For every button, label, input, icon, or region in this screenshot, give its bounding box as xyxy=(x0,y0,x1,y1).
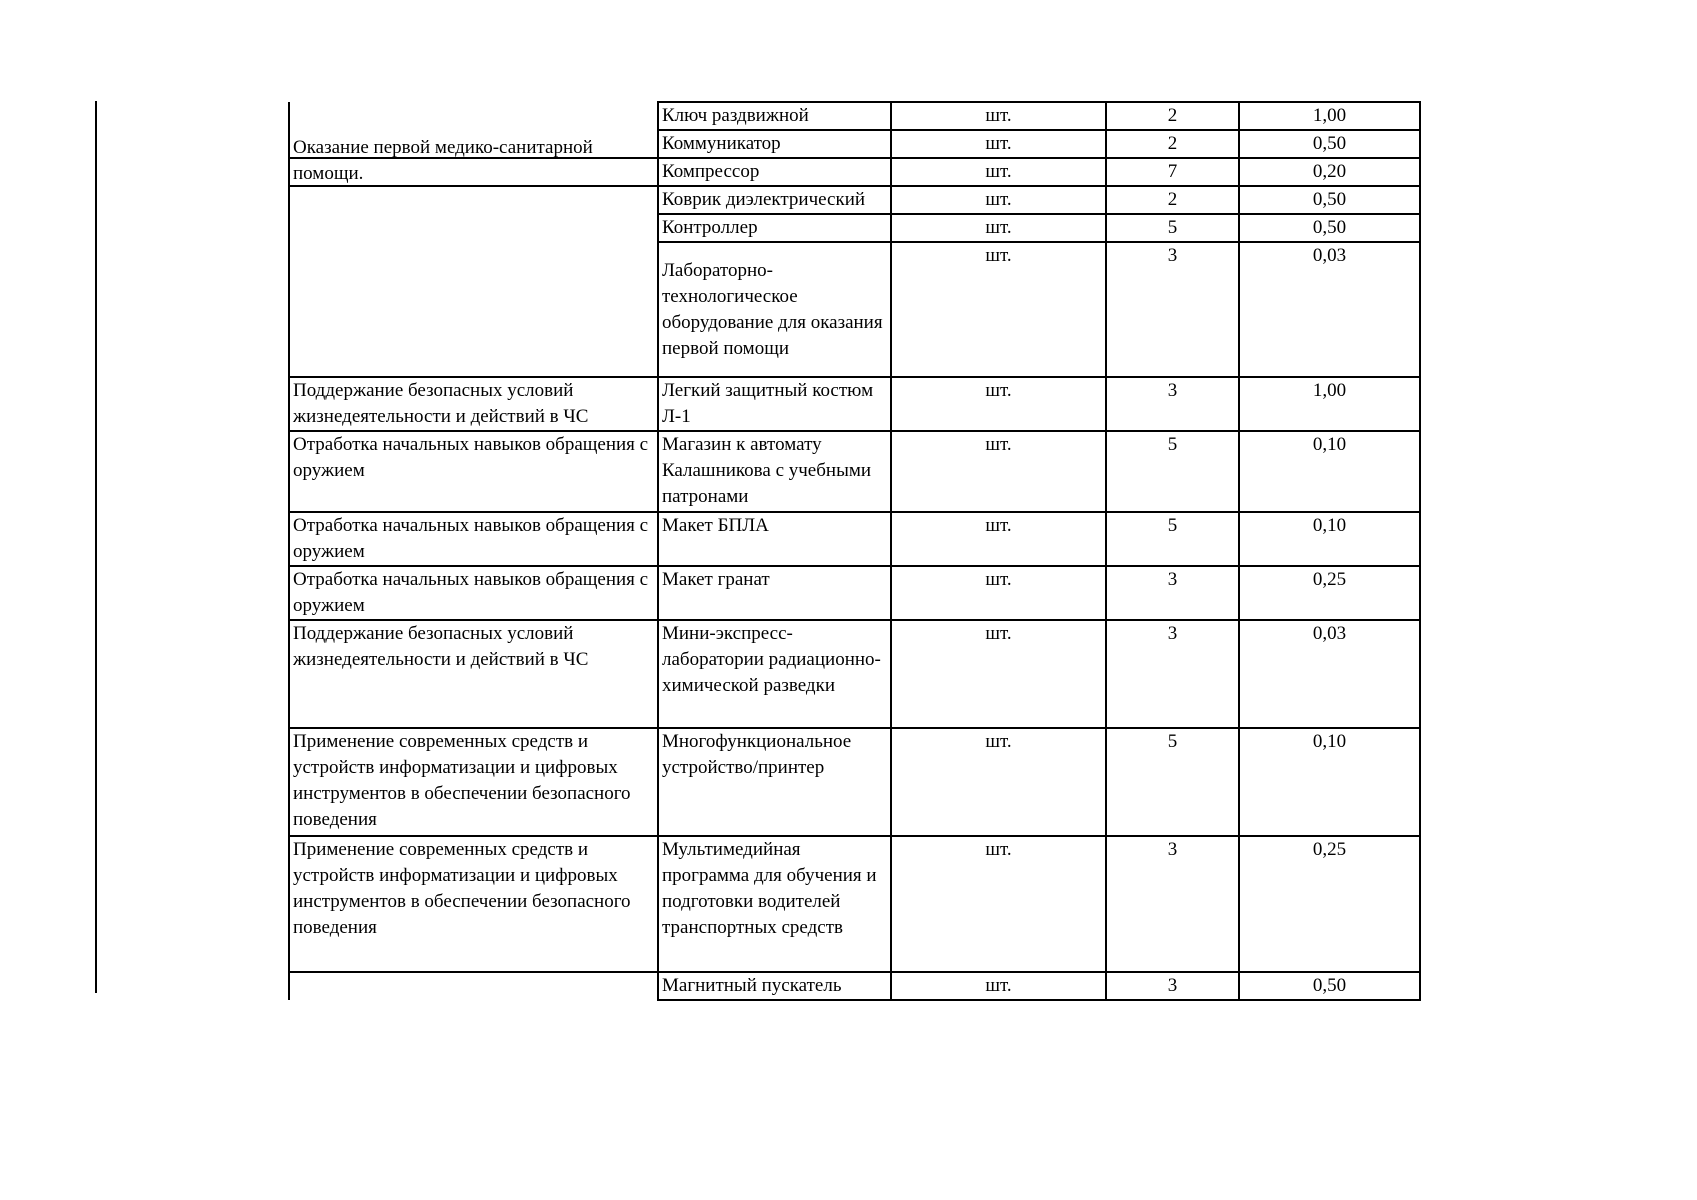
item-cell: Мультимедийная программа для обучения и подготовки водителей транспортных средств xyxy=(658,836,891,972)
norm-cell: 1,00 xyxy=(1239,102,1420,130)
norm-cell: 0,20 xyxy=(1239,158,1420,186)
table-row xyxy=(289,431,1420,512)
unit-cell: шт. xyxy=(891,130,1106,158)
item-cell: Многофункциональное устройство/принтер xyxy=(658,728,891,836)
qty-cell: 5 xyxy=(1106,728,1239,836)
item-cell: Магнитный пускатель xyxy=(658,972,891,1000)
unit-cell: шт. xyxy=(891,214,1106,242)
unit-cell: шт. xyxy=(891,836,1106,972)
qty-cell: 3 xyxy=(1106,566,1239,620)
table-row xyxy=(289,836,1420,972)
item-cell: Контроллер xyxy=(658,214,891,242)
purpose-cell: Отработка начальных навыков обращения с оружием xyxy=(289,566,658,620)
norm-cell: 0,50 xyxy=(1239,214,1420,242)
qty-cell: 3 xyxy=(1106,972,1239,1000)
purpose-cell: Поддержание безопасных условий жизнедеятельности и действий в ЧС xyxy=(289,620,658,728)
unit-cell: шт. xyxy=(891,186,1106,214)
table-row xyxy=(289,620,1420,728)
norm-cell: 1,00 xyxy=(1239,377,1420,431)
norm-cell: 0,50 xyxy=(1239,972,1420,1000)
unit-cell: шт. xyxy=(891,242,1106,377)
qty-cell: 3 xyxy=(1106,377,1239,431)
purpose-cell: Применение современных средств и устройств информатизации и цифровых инструментов в обеспечении безопасного поведения xyxy=(289,836,658,972)
unit-cell: шт. xyxy=(891,620,1106,728)
item-cell: Магазин к автомату Калашникова с учебными патронами xyxy=(658,431,891,512)
purpose-cell: Отработка начальных навыков обращения с оружием xyxy=(289,431,658,512)
norm-cell: 0,50 xyxy=(1239,186,1420,214)
table-row xyxy=(289,972,1420,1000)
unit-cell: шт. xyxy=(891,512,1106,566)
item-cell: Макет гранат xyxy=(658,566,891,620)
norm-cell: 0,03 xyxy=(1239,242,1420,377)
qty-cell: 5 xyxy=(1106,214,1239,242)
norm-cell: 0,25 xyxy=(1239,836,1420,972)
norm-cell: 0,10 xyxy=(1239,728,1420,836)
item-cell: Коврик диэлектрический xyxy=(658,186,891,214)
item-text: Лабораторно-технологическое оборудование для оказания первой помощи xyxy=(662,260,883,359)
table-row xyxy=(289,728,1420,836)
qty-cell: 3 xyxy=(1106,620,1239,728)
qty-cell: 2 xyxy=(1106,186,1239,214)
purpose-cell: Поддержание безопасных условий жизнедеятельности и действий в ЧС xyxy=(289,377,658,431)
qty-cell: 3 xyxy=(1106,242,1239,377)
qty-cell: 5 xyxy=(1106,512,1239,566)
qty-cell: 5 xyxy=(1106,431,1239,512)
norm-cell: 0,25 xyxy=(1239,566,1420,620)
unit-cell: шт. xyxy=(891,728,1106,836)
purpose-cell: Применение современных средств и устройств информатизации и цифровых инструментов в обеспечении безопасного поведения xyxy=(289,728,658,836)
item-cell xyxy=(658,242,891,377)
purpose-cell xyxy=(289,137,658,377)
table-row xyxy=(289,566,1420,620)
table-row xyxy=(289,377,1420,431)
norm-cell: 0,03 xyxy=(1239,620,1420,728)
unit-cell: шт. xyxy=(891,102,1106,130)
table-row xyxy=(289,186,1420,214)
table-row xyxy=(289,102,1420,130)
unit-cell: шт. xyxy=(891,158,1106,186)
qty-cell: 2 xyxy=(1106,102,1239,130)
purpose-cell: Отработка начальных навыков обращения с оружием xyxy=(289,512,658,566)
purpose-cell xyxy=(289,972,658,1000)
qty-cell: 7 xyxy=(1106,158,1239,186)
table-row xyxy=(289,512,1420,566)
purpose-text: Оказание первой медико-санитарной помощи. xyxy=(293,137,593,184)
item-cell: Ключ раздвижной xyxy=(658,102,891,130)
qty-cell: 3 xyxy=(1106,836,1239,972)
equipment-table xyxy=(288,101,1421,1001)
qty-cell: 2 xyxy=(1106,130,1239,158)
item-cell: Макет БПЛА xyxy=(658,512,891,566)
norm-cell: 0,50 xyxy=(1239,130,1420,158)
unit-cell: шт. xyxy=(891,377,1106,431)
unit-cell: шт. xyxy=(891,431,1106,512)
norm-cell: 0,10 xyxy=(1239,512,1420,566)
item-cell: Компрессор xyxy=(658,158,891,186)
item-cell: Мини-экспресс-лаборатории радиационно-химической разведки xyxy=(658,620,891,728)
item-cell: Коммуникатор xyxy=(658,130,891,158)
left-margin-rule xyxy=(95,101,97,993)
item-cell: Легкий защитный костюм Л-1 xyxy=(658,377,891,431)
norm-cell: 0,10 xyxy=(1239,431,1420,512)
unit-cell: шт. xyxy=(891,566,1106,620)
unit-cell: шт. xyxy=(891,972,1106,1000)
